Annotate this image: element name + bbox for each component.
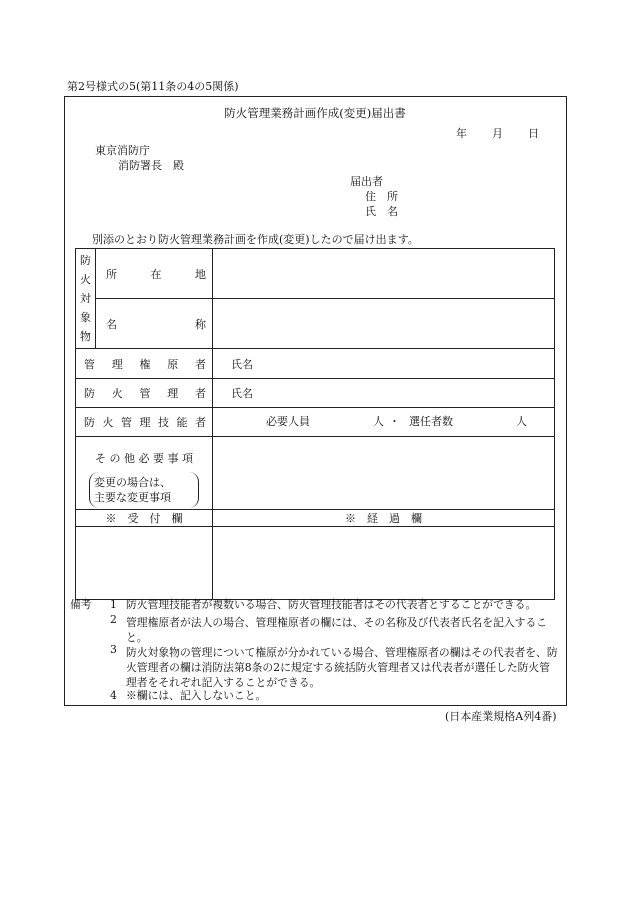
date-year-label: 年	[456, 127, 467, 140]
note-1-text: 防火管理技能者が複数いる場合、防火管理技能者はその代表者とすることができる。	[126, 598, 537, 611]
change-note-bracket: 変更の場合は、 主要な変更事項	[89, 472, 199, 508]
reception-field	[76, 527, 213, 600]
intro-statement: 別添のとおり防火管理業務計画を作成(変更)したので届け出ます。	[92, 233, 419, 246]
location-field[interactable]	[213, 249, 555, 299]
standard-footnote: (日本産業規格A列4番)	[445, 710, 557, 723]
recipient-chief: 消防署長 殿	[118, 159, 184, 172]
fire-manager-field[interactable]	[213, 379, 555, 408]
notes-label: 備考	[70, 598, 92, 611]
other-matters-field[interactable]	[213, 437, 555, 510]
owner-field[interactable]	[213, 349, 555, 379]
separator-dot: ・	[389, 415, 400, 428]
recipient-agency: 東京消防庁	[95, 144, 150, 157]
notifier-label: 届出者	[350, 175, 383, 188]
reception-header: ※ 受 付 欄	[76, 510, 213, 527]
date-month-label: 月	[492, 127, 503, 140]
date-day-label: 日	[528, 127, 539, 140]
note-3-text: 防火対象物の管理について権原が分かれている場合、管理権原者の欄はその代表者を、防火管理者の欄は消防法第8条の2に規定する統括防火管理者又は代表者が選任した防火管理者をそれぞれ記入することができる。	[126, 646, 558, 690]
owner-label: 管 理 権 原 者	[76, 349, 213, 379]
object-name-label: 名 称	[96, 299, 213, 349]
form-title: 防火管理業務計画作成(変更)届出書	[224, 106, 406, 120]
progress-header: ※ 経 過 欄	[213, 510, 555, 527]
fire-manager-name-label: 氏名	[231, 387, 253, 400]
note-4-number: 4	[110, 689, 117, 702]
fire-object-heading: 防 火 対 象 物	[76, 249, 96, 349]
note-2-number: 2	[110, 613, 117, 626]
owner-name-label: 氏名	[231, 357, 253, 371]
fire-manager-label: 防 火 管 理 者	[76, 379, 213, 408]
note-3-number: 3	[110, 643, 117, 656]
notifier-address-label: 住 所	[365, 190, 398, 203]
other-matters-label: そ の 他 必 要 事 項 変更の場合は、 主要な変更事項	[76, 437, 213, 510]
form-number-label: 第2号様式の5(第11条の4の5関係)	[67, 80, 239, 93]
persons-unit-1: 人	[373, 415, 384, 428]
appointed-count-label: 選任者数	[409, 415, 453, 428]
technician-field[interactable]	[213, 408, 555, 437]
note-1-number: 1	[110, 598, 117, 611]
notes-section	[70, 600, 560, 706]
note-2-text: 管理権原者が法人の場合、管理権原者の欄には、その名称及び代表者氏名を記入すること。	[126, 616, 548, 645]
persons-unit-2: 人	[516, 415, 527, 428]
progress-field	[213, 527, 555, 600]
object-name-field[interactable]	[213, 299, 555, 349]
required-personnel-label: 必要人員	[266, 415, 310, 428]
technician-label: 防 火 管 理 技 能 者	[76, 408, 213, 437]
notifier-name-label: 氏 名	[365, 205, 398, 218]
form-table	[75, 248, 555, 600]
location-label: 所 在 地	[96, 249, 213, 299]
note-4-text: ※欄には、記入しないこと。	[126, 689, 267, 702]
